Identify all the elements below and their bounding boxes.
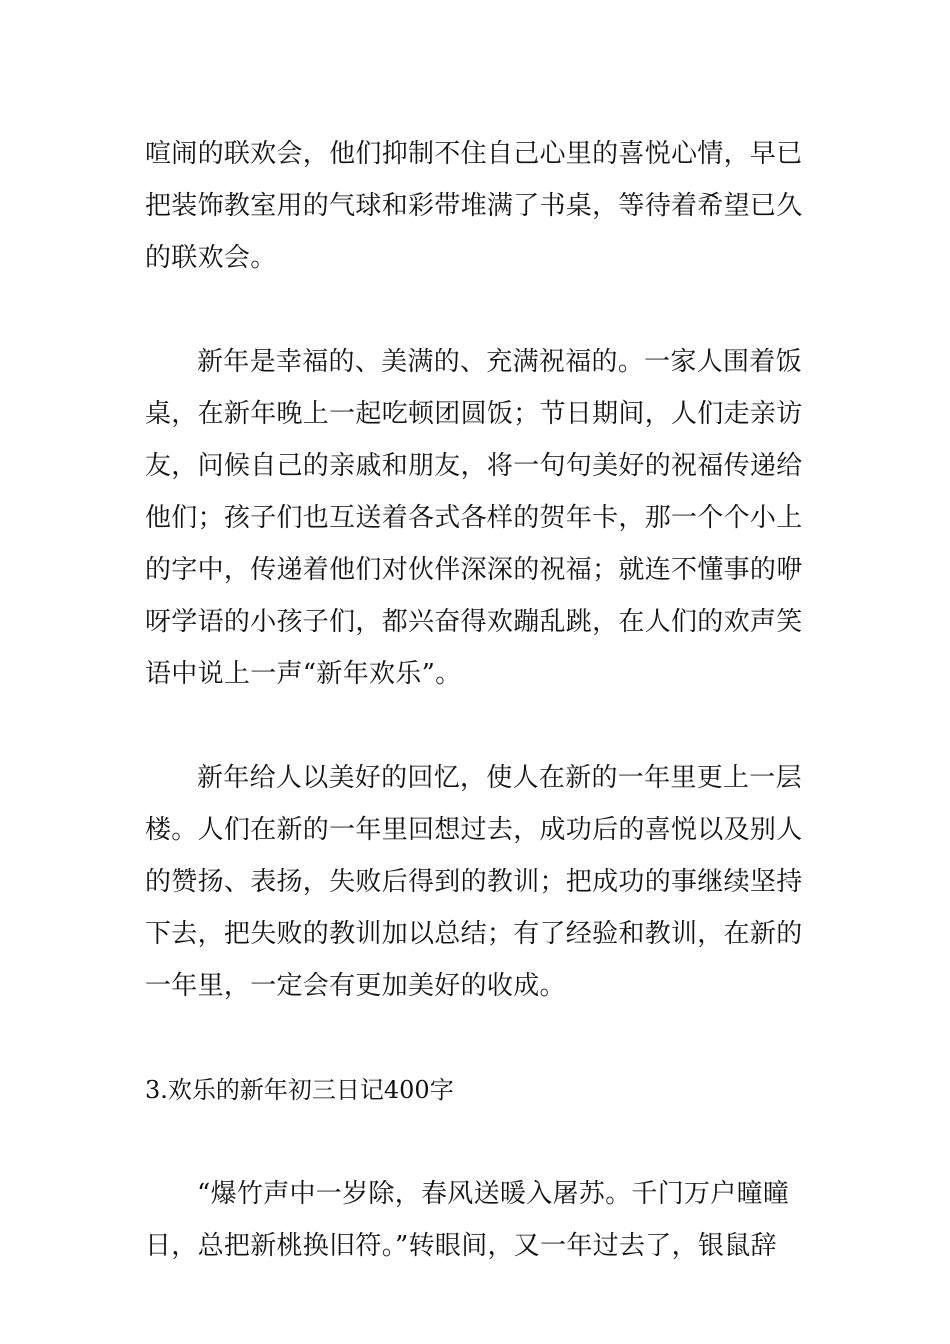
text-line: 楼。人们在新的一年里回想过去，成功后的喜悦以及别人: [145, 815, 803, 845]
text-line: 新年给人以美好的回忆，使人在新的一年里更上一层: [197, 763, 802, 793]
text-line: 的赞扬、表扬，失败后得到的教训；把成功的事继续坚持: [145, 867, 803, 897]
paragraph-4: [145, 1168, 807, 1272]
paragraph-gap: [145, 284, 807, 336]
text-line: 一年里，一定会有更加美好的收成。: [145, 971, 566, 1001]
text-line: 喧闹的联欢会，他们抑制不住自己心里的喜悦心情，早已: [145, 139, 803, 169]
document-page: [145, 128, 807, 1272]
text-line: 新年是幸福的、美满的、充满祝福的。一家人围着饭: [197, 347, 802, 377]
paragraph-3: [145, 752, 807, 1012]
text-line: 的联欢会。: [145, 243, 277, 273]
text-line: 把装饰教室用的气球和彩带堆满了书桌，等待着希望已久: [145, 191, 803, 221]
text-line: 他们；孩子们也互送着各式各样的贺年卡，那一个个小上: [145, 503, 803, 533]
paragraph-1: [145, 128, 807, 284]
section-heading: 3.欢乐的新年初三日记400字: [145, 1076, 454, 1104]
text-line: “爆竹声中一岁除，春风送暖入屠苏。千门万户曈曈: [197, 1179, 790, 1209]
text-line: 桌，在新年晚上一起吃顿团圆饭；节日期间，人们走亲访: [145, 399, 803, 429]
text-line: 友，问候自己的亲戚和朋友，将一句句美好的祝福传递给: [145, 451, 803, 481]
text-line: 语中说上一声“新年欢乐”。: [145, 659, 462, 689]
text-line: 下去，把失败的教训加以总结；有了经验和教训，在新的: [145, 919, 803, 949]
paragraph-2: [145, 336, 807, 700]
paragraph-gap: [145, 1116, 807, 1168]
text-line: 的字中，传递着他们对伙伴深深的祝福；就连不懂事的咿: [145, 555, 803, 585]
paragraph-gap: [145, 700, 807, 752]
text-line: 呀学语的小孩子们，都兴奋得欢蹦乱跳，在人们的欢声笑: [145, 607, 803, 637]
paragraph-gap: [145, 1012, 807, 1064]
text-line: 日，总把新桃换旧符。”转眼间，又一年过去了，银鼠辞: [145, 1231, 777, 1261]
